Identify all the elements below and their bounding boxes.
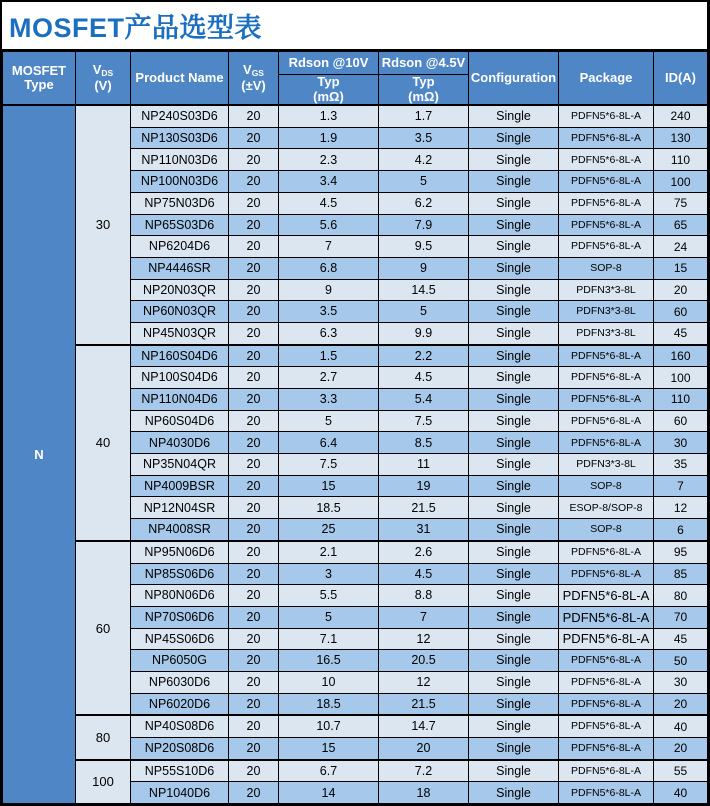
cell-id: 85 (654, 563, 708, 585)
cell-rdson-typ-10v: 5 (279, 606, 379, 628)
vds-subscript: DS (101, 68, 114, 79)
cell-vgs: 20 (229, 345, 279, 367)
cell-vgs: 20 (229, 322, 279, 344)
cell-package: PDFN3*3-8L (559, 454, 654, 476)
cell-package: PDFN5*6-8L-A (559, 367, 654, 389)
cell-id: 45 (654, 322, 708, 344)
cell-rdson-typ-10v: 3.5 (279, 301, 379, 323)
cell-rdson-typ-4v5: 3.5 (379, 127, 469, 149)
cell-rdson-typ-10v: 10.7 (279, 715, 379, 737)
cell-product-name: NP55S10D6 (131, 760, 229, 782)
vds-symbol: V (92, 62, 102, 78)
cell-configuration: Single (469, 149, 559, 171)
cell-vgs: 20 (229, 760, 279, 782)
cell-rdson-typ-10v: 7.1 (279, 628, 379, 650)
cell-product-name: NP160S04D6 (131, 345, 229, 367)
cell-configuration: Single (469, 693, 559, 715)
table-row (3, 541, 708, 563)
cell-mosfet-type: N (3, 105, 76, 804)
cell-configuration: Single (469, 345, 559, 367)
cell-product-name: NP12N04SR (131, 497, 229, 519)
cell-configuration: Single (469, 782, 559, 804)
cell-configuration: Single (469, 628, 559, 650)
cell-configuration: Single (469, 606, 559, 628)
cell-id: 110 (654, 149, 708, 171)
cell-rdson-typ-10v: 18.5 (279, 693, 379, 715)
cell-id: 50 (654, 650, 708, 672)
cell-package: PDFN3*3-8L (559, 322, 654, 344)
cell-rdson-typ-4v5: 20.5 (379, 650, 469, 672)
cell-vgs: 20 (229, 475, 279, 497)
cell-vgs: 20 (229, 519, 279, 541)
table-row (3, 760, 708, 782)
cell-product-name: NP4008SR (131, 519, 229, 541)
cell-rdson-typ-10v: 3 (279, 563, 379, 585)
title-band (2, 2, 707, 51)
cell-product-name: NP130S03D6 (131, 127, 229, 149)
cell-package: PDFN5*6-8L-A (559, 563, 654, 585)
cell-rdson-typ-10v: 2.7 (279, 367, 379, 389)
cell-vgs: 20 (229, 127, 279, 149)
cell-id: 80 (654, 585, 708, 607)
cell-configuration: Single (469, 192, 559, 214)
cell-configuration: Single (469, 410, 559, 432)
cell-rdson-typ-4v5: 9.5 (379, 236, 469, 258)
col-header-typ-4v5 (379, 75, 469, 106)
cell-product-name: NP75N03D6 (131, 192, 229, 214)
typ-unit: (mΩ) (408, 88, 439, 104)
cell-product-name: NP85S06D6 (131, 563, 229, 585)
cell-rdson-typ-10v: 7 (279, 236, 379, 258)
cell-configuration: Single (469, 475, 559, 497)
cell-rdson-typ-4v5: 20 (379, 738, 469, 760)
cell-rdson-typ-10v: 4.5 (279, 192, 379, 214)
cell-product-name: NP6030D6 (131, 671, 229, 693)
col-header-vds (76, 52, 131, 106)
cell-vgs: 20 (229, 738, 279, 760)
col-header-mosfet-type-line2: Type (24, 77, 54, 93)
cell-product-name: NP6050G (131, 650, 229, 672)
cell-package: PDFN5*6-8L-A (559, 192, 654, 214)
table-row (3, 345, 708, 367)
cell-configuration: Single (469, 236, 559, 258)
cell-package: PDFN5*6-8L-A (559, 214, 654, 236)
cell-rdson-typ-10v: 25 (279, 519, 379, 541)
cell-rdson-typ-10v: 15 (279, 738, 379, 760)
col-header-rdson-4v5: Rdson @4.5V (379, 52, 469, 75)
cell-package: SOP-8 (559, 475, 654, 497)
cell-vgs: 20 (229, 715, 279, 737)
col-header-product-name: Product Name (131, 52, 229, 106)
cell-product-name: NP65S03D6 (131, 214, 229, 236)
cell-rdson-typ-4v5: 4.5 (379, 367, 469, 389)
cell-rdson-typ-4v5: 2.2 (379, 345, 469, 367)
cell-package: PDFN5*6-8L-A (559, 236, 654, 258)
cell-package: SOP-8 (559, 257, 654, 279)
cell-configuration: Single (469, 738, 559, 760)
cell-vgs: 20 (229, 563, 279, 585)
cell-product-name: NP35N04QR (131, 454, 229, 476)
cell-package: PDFN5*6-8L-A (559, 432, 654, 454)
cell-package: PDFN5*6-8L-A (559, 715, 654, 737)
cell-configuration: Single (469, 585, 559, 607)
col-header-typ-10v (279, 75, 379, 106)
cell-configuration: Single (469, 367, 559, 389)
cell-vgs: 20 (229, 432, 279, 454)
cell-configuration: Single (469, 541, 559, 563)
cell-package: PDFN3*3-8L (559, 279, 654, 301)
cell-product-name: NP60N03QR (131, 301, 229, 323)
vgs-unit: (±V) (241, 77, 266, 93)
cell-vgs: 20 (229, 410, 279, 432)
cell-rdson-typ-10v: 7.5 (279, 454, 379, 476)
cell-rdson-typ-10v: 18.5 (279, 497, 379, 519)
cell-package: PDFN5*6-8L-A (559, 693, 654, 715)
cell-product-name: NP1040D6 (131, 782, 229, 804)
cell-vgs: 20 (229, 301, 279, 323)
cell-vds-group: 30 (76, 105, 131, 345)
cell-rdson-typ-4v5: 5 (379, 171, 469, 193)
cell-vgs: 20 (229, 192, 279, 214)
cell-id: 100 (654, 171, 708, 193)
cell-rdson-typ-4v5: 14.5 (379, 279, 469, 301)
cell-vgs: 20 (229, 693, 279, 715)
cell-rdson-typ-10v: 3.4 (279, 171, 379, 193)
cell-vgs: 20 (229, 171, 279, 193)
cell-vgs: 20 (229, 650, 279, 672)
cell-rdson-typ-10v: 6.4 (279, 432, 379, 454)
cell-configuration: Single (469, 519, 559, 541)
cell-package: PDFN5*6-8L-A (559, 585, 654, 607)
cell-package: ESOP-8/SOP-8 (559, 497, 654, 519)
cell-configuration: Single (469, 257, 559, 279)
cell-configuration: Single (469, 715, 559, 737)
cell-id: 6 (654, 519, 708, 541)
cell-id: 20 (654, 279, 708, 301)
cell-rdson-typ-4v5: 4.2 (379, 149, 469, 171)
cell-rdson-typ-4v5: 5 (379, 301, 469, 323)
cell-configuration: Single (469, 127, 559, 149)
cell-id: 24 (654, 236, 708, 258)
cell-rdson-typ-4v5: 21.5 (379, 497, 469, 519)
cell-package: PDFN5*6-8L-A (559, 760, 654, 782)
cell-vgs: 20 (229, 671, 279, 693)
cell-id: 12 (654, 497, 708, 519)
cell-vgs: 20 (229, 389, 279, 411)
cell-package: SOP-8 (559, 519, 654, 541)
col-header-id: ID(A) (654, 52, 708, 106)
cell-rdson-typ-4v5: 4.5 (379, 563, 469, 585)
cell-configuration: Single (469, 105, 559, 127)
cell-package: PDFN5*6-8L-A (559, 541, 654, 563)
cell-vgs: 20 (229, 497, 279, 519)
vgs-symbol: V (243, 62, 252, 78)
cell-product-name: NP70S06D6 (131, 606, 229, 628)
cell-rdson-typ-4v5: 9.9 (379, 322, 469, 344)
cell-package: PDFN5*6-8L-A (559, 149, 654, 171)
table-row (3, 715, 708, 737)
cell-package: PDFN5*6-8L-A (559, 671, 654, 693)
cell-id: 100 (654, 367, 708, 389)
cell-vgs: 20 (229, 149, 279, 171)
cell-product-name: NP45S06D6 (131, 628, 229, 650)
cell-product-name: NP4009BSR (131, 475, 229, 497)
cell-rdson-typ-4v5: 21.5 (379, 693, 469, 715)
cell-package: PDFN5*6-8L-A (559, 628, 654, 650)
cell-vgs: 20 (229, 628, 279, 650)
cell-rdson-typ-10v: 2.1 (279, 541, 379, 563)
cell-configuration: Single (469, 322, 559, 344)
typ-label: Typ (412, 74, 435, 89)
cell-package: PDFN5*6-8L-A (559, 410, 654, 432)
cell-vds-group: 60 (76, 541, 131, 716)
cell-vgs: 20 (229, 454, 279, 476)
cell-rdson-typ-4v5: 12 (379, 671, 469, 693)
table-body (3, 105, 708, 804)
cell-vds-group: 40 (76, 345, 131, 541)
cell-rdson-typ-10v: 5.5 (279, 585, 379, 607)
cell-rdson-typ-10v: 14 (279, 782, 379, 804)
cell-package: PDFN5*6-8L-A (559, 782, 654, 804)
cell-product-name: NP95N06D6 (131, 541, 229, 563)
cell-product-name: NP110N03D6 (131, 149, 229, 171)
cell-rdson-typ-4v5: 5.4 (379, 389, 469, 411)
cell-vgs: 20 (229, 236, 279, 258)
cell-vgs: 20 (229, 257, 279, 279)
cell-rdson-typ-4v5: 14.7 (379, 715, 469, 737)
cell-rdson-typ-10v: 2.3 (279, 149, 379, 171)
col-header-mosfet-type-line1: MOSFET (11, 62, 67, 78)
cell-configuration: Single (469, 432, 559, 454)
cell-id: 40 (654, 715, 708, 737)
vds-unit: (V) (94, 77, 112, 93)
cell-rdson-typ-10v: 15 (279, 475, 379, 497)
cell-rdson-typ-4v5: 31 (379, 519, 469, 541)
cell-rdson-typ-4v5: 2.6 (379, 541, 469, 563)
cell-product-name: NP45N03QR (131, 322, 229, 344)
cell-package: PDFN5*6-8L-A (559, 105, 654, 127)
mosfet-selector-table (2, 51, 708, 804)
cell-configuration: Single (469, 497, 559, 519)
table-row (3, 105, 708, 127)
cell-id: 60 (654, 410, 708, 432)
cell-rdson-typ-10v: 6.3 (279, 322, 379, 344)
cell-rdson-typ-10v: 1.9 (279, 127, 379, 149)
cell-rdson-typ-4v5: 8.5 (379, 432, 469, 454)
cell-product-name: NP240S03D6 (131, 105, 229, 127)
cell-rdson-typ-4v5: 9 (379, 257, 469, 279)
cell-product-name: NP20N03QR (131, 279, 229, 301)
cell-id: 40 (654, 782, 708, 804)
cell-vds-group: 100 (76, 760, 131, 804)
cell-id: 60 (654, 301, 708, 323)
col-header-rdson-10v: Rdson @10V (279, 52, 379, 75)
cell-product-name: NP6020D6 (131, 693, 229, 715)
col-header-package: Package (559, 52, 654, 106)
table-header (3, 52, 708, 106)
cell-id: 45 (654, 628, 708, 650)
cell-configuration: Single (469, 454, 559, 476)
cell-id: 130 (654, 127, 708, 149)
cell-rdson-typ-4v5: 8.8 (379, 585, 469, 607)
cell-id: 65 (654, 214, 708, 236)
cell-product-name: NP20S08D6 (131, 738, 229, 760)
cell-vds-group: 80 (76, 715, 131, 759)
cell-rdson-typ-10v: 9 (279, 279, 379, 301)
cell-rdson-typ-4v5: 11 (379, 454, 469, 476)
cell-id: 240 (654, 105, 708, 127)
cell-rdson-typ-4v5: 6.2 (379, 192, 469, 214)
cell-configuration: Single (469, 301, 559, 323)
typ-unit: (mΩ) (313, 88, 344, 104)
cell-configuration: Single (469, 563, 559, 585)
cell-package: PDFN5*6-8L-A (559, 389, 654, 411)
cell-vgs: 20 (229, 606, 279, 628)
col-header-configuration: Configuration (469, 52, 559, 106)
cell-product-name: NP110N04D6 (131, 389, 229, 411)
cell-configuration: Single (469, 671, 559, 693)
cell-package: PDFN5*6-8L-A (559, 127, 654, 149)
cell-rdson-typ-10v: 5 (279, 410, 379, 432)
cell-package: PDFN5*6-8L-A (559, 738, 654, 760)
cell-rdson-typ-4v5: 7 (379, 606, 469, 628)
cell-package: PDFN5*6-8L-A (559, 650, 654, 672)
cell-id: 110 (654, 389, 708, 411)
cell-rdson-typ-10v: 1.5 (279, 345, 379, 367)
cell-product-name: NP100S04D6 (131, 367, 229, 389)
cell-configuration: Single (469, 389, 559, 411)
cell-rdson-typ-4v5: 7.9 (379, 214, 469, 236)
cell-id: 55 (654, 760, 708, 782)
cell-id: 75 (654, 192, 708, 214)
cell-configuration: Single (469, 171, 559, 193)
cell-rdson-typ-10v: 6.8 (279, 257, 379, 279)
cell-product-name: NP60S04D6 (131, 410, 229, 432)
cell-configuration: Single (469, 760, 559, 782)
cell-rdson-typ-4v5: 18 (379, 782, 469, 804)
cell-package: PDFN5*6-8L-A (559, 171, 654, 193)
cell-rdson-typ-10v: 5.6 (279, 214, 379, 236)
cell-rdson-typ-10v: 10 (279, 671, 379, 693)
cell-id: 30 (654, 671, 708, 693)
cell-rdson-typ-4v5: 12 (379, 628, 469, 650)
cell-rdson-typ-10v: 16.5 (279, 650, 379, 672)
cell-rdson-typ-4v5: 19 (379, 475, 469, 497)
cell-rdson-typ-10v: 1.3 (279, 105, 379, 127)
cell-id: 20 (654, 738, 708, 760)
cell-id: 160 (654, 345, 708, 367)
selector-table-sheet (2, 2, 707, 804)
cell-rdson-typ-4v5: 7.5 (379, 410, 469, 432)
cell-package: PDFN5*6-8L-A (559, 606, 654, 628)
cell-product-name: NP6204D6 (131, 236, 229, 258)
cell-id: 95 (654, 541, 708, 563)
cell-id: 30 (654, 432, 708, 454)
page-title: MOSFET产品选型表 (9, 13, 262, 43)
cell-product-name: NP100N03D6 (131, 171, 229, 193)
cell-id: 15 (654, 257, 708, 279)
col-header-vgs (229, 52, 279, 106)
cell-package: PDFN3*3-8L (559, 301, 654, 323)
cell-vgs: 20 (229, 279, 279, 301)
cell-package: PDFN5*6-8L-A (559, 345, 654, 367)
cell-product-name: NP40S08D6 (131, 715, 229, 737)
cell-vgs: 20 (229, 367, 279, 389)
cell-vgs: 20 (229, 214, 279, 236)
cell-id: 7 (654, 475, 708, 497)
cell-id: 20 (654, 693, 708, 715)
cell-rdson-typ-4v5: 1.7 (379, 105, 469, 127)
cell-vgs: 20 (229, 585, 279, 607)
cell-id: 35 (654, 454, 708, 476)
cell-product-name: NP80N06D6 (131, 585, 229, 607)
col-header-mosfet-type (3, 52, 76, 106)
typ-label: Typ (317, 74, 340, 89)
cell-configuration: Single (469, 214, 559, 236)
cell-configuration: Single (469, 650, 559, 672)
cell-id: 70 (654, 606, 708, 628)
cell-vgs: 20 (229, 541, 279, 563)
cell-vgs: 20 (229, 105, 279, 127)
cell-vgs: 20 (229, 782, 279, 804)
cell-product-name: NP4446SR (131, 257, 229, 279)
vgs-subscript: GS (251, 68, 264, 79)
cell-rdson-typ-10v: 6.7 (279, 760, 379, 782)
cell-rdson-typ-4v5: 7.2 (379, 760, 469, 782)
cell-configuration: Single (469, 279, 559, 301)
cell-product-name: NP4030D6 (131, 432, 229, 454)
cell-rdson-typ-10v: 3.3 (279, 389, 379, 411)
